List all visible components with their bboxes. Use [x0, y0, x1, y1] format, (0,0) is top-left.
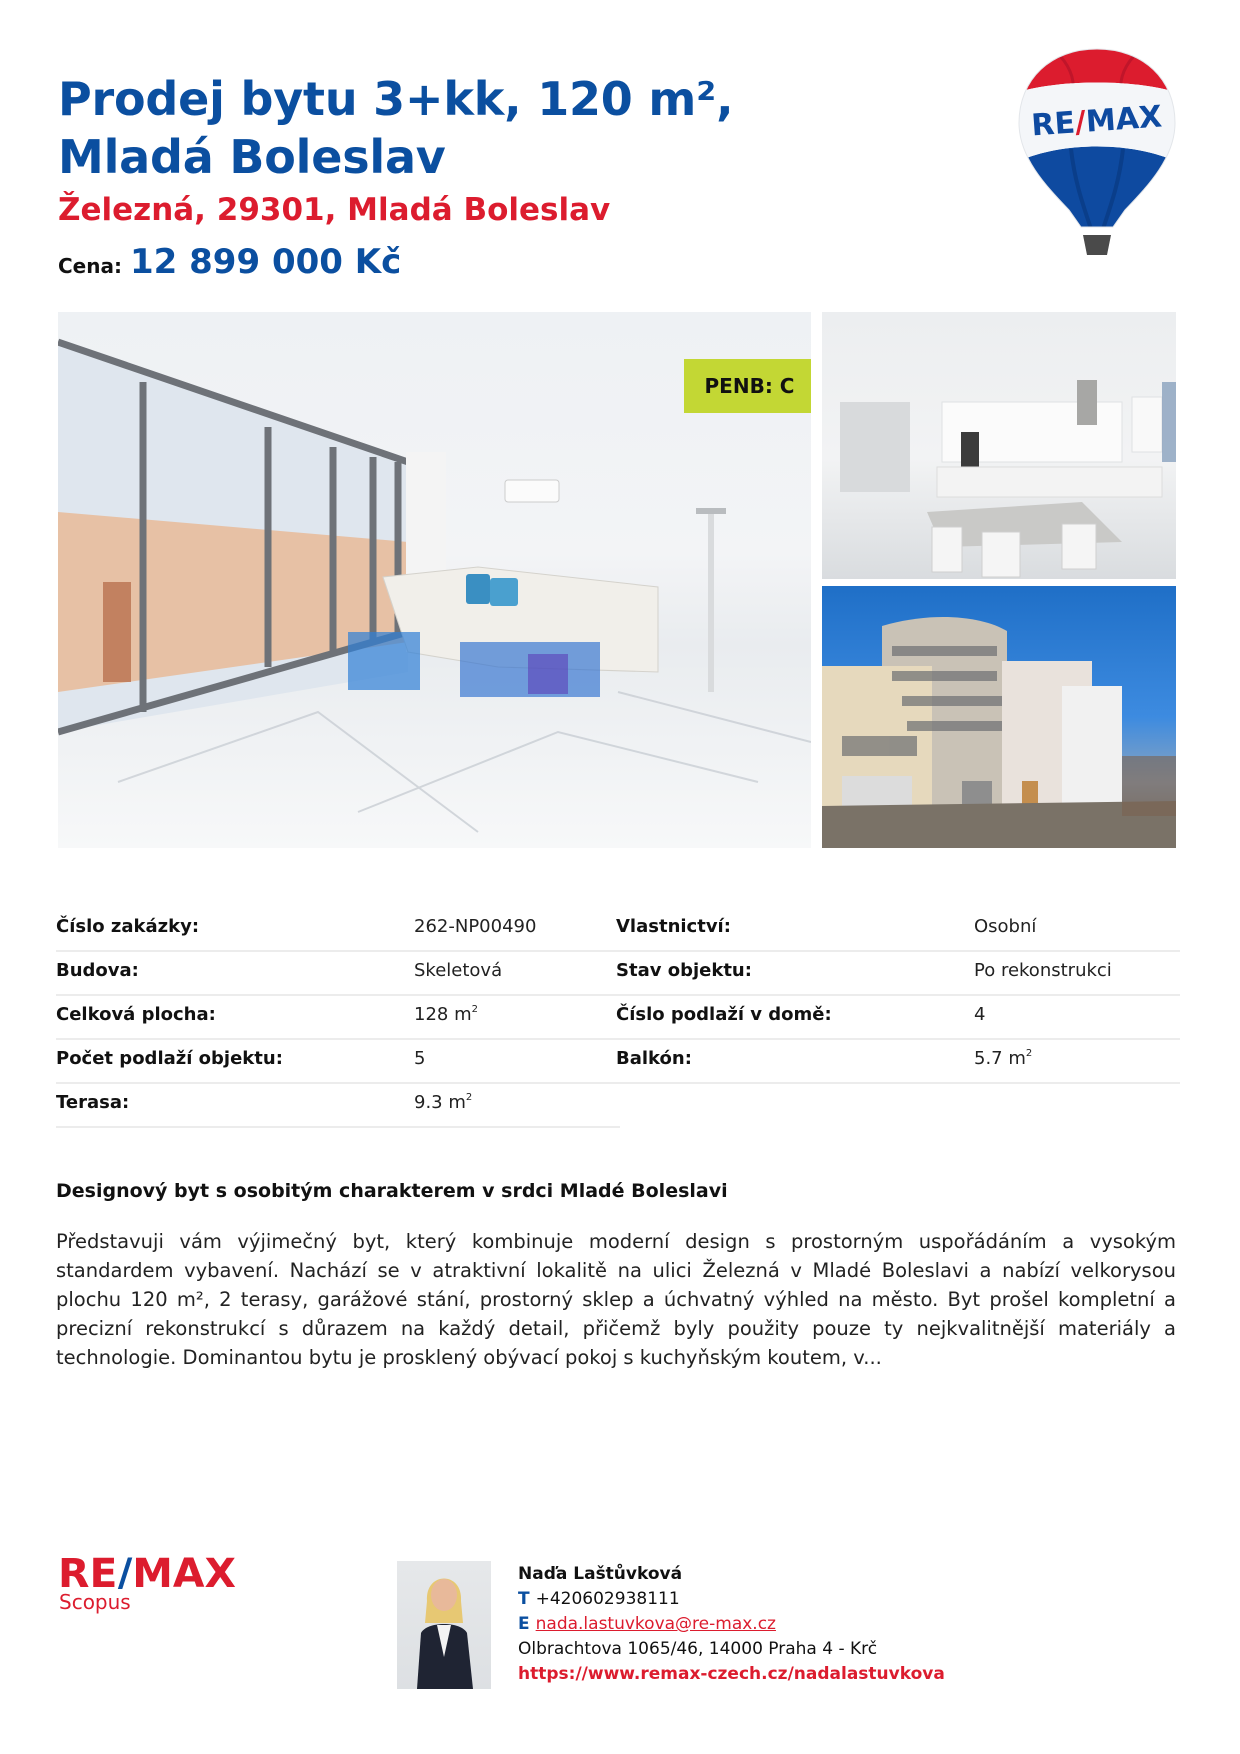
remax-balloon-logo: [1015, 45, 1179, 257]
agent-phone-line: [518, 1587, 945, 1612]
building-exterior-photo[interactable]: [822, 586, 1176, 848]
agent-website-link[interactable]: https://www.remax-czech.cz/nadalastuvkova: [518, 1664, 945, 1684]
param-label: Počet podlaží objektu:: [56, 1048, 283, 1069]
param-value: Po rekonstrukci: [974, 960, 1112, 981]
param-row: [56, 952, 620, 996]
penb-energy-badge: PENB: C: [684, 359, 811, 413]
living-room-photo[interactable]: [58, 312, 811, 848]
kitchen-image-icon: [822, 312, 1176, 579]
kitchen-dining-photo[interactable]: [822, 312, 1176, 579]
param-label: Budova:: [56, 960, 139, 981]
param-label: Stav objektu:: [616, 960, 752, 981]
description-title: Designový byt s osobitým charakterem v srdci Mladé Boleslavi: [56, 1180, 728, 1202]
param-value: Skeletová: [414, 960, 503, 981]
param-label: Číslo podlaží v domě:: [616, 1004, 832, 1025]
parameters-right-column: [616, 908, 1180, 1084]
param-value: 4: [974, 1004, 986, 1025]
agent-email-link[interactable]: nada.lastuvkova@re-max.cz: [535, 1614, 776, 1634]
building-image-icon: [822, 586, 1176, 848]
agent-contact: [518, 1562, 945, 1687]
remax-footer-logo: [58, 1555, 236, 1589]
param-label: Terasa:: [56, 1092, 130, 1113]
param-row: [616, 996, 1180, 1040]
param-value: 9.3 $m^2$: [414, 1092, 473, 1113]
balloon-icon: [1015, 45, 1179, 257]
param-row: [56, 1040, 620, 1084]
remax-wordmark-icon: [58, 1555, 236, 1589]
listing-title: Prodej bytu 3+kk, 120 m², Mladá Boleslav: [58, 72, 734, 184]
param-row: [56, 1084, 620, 1128]
param-label: Balkón:: [616, 1048, 692, 1069]
param-label: Celková plocha:: [56, 1004, 216, 1025]
param-row: [616, 952, 1180, 996]
param-label: Číslo zakázky:: [56, 916, 200, 937]
price-label: Cena:: [58, 254, 122, 278]
agent-name: Naďa Laštůvková: [518, 1564, 683, 1584]
param-value: 5.7 $m^2$: [974, 1048, 1033, 1069]
param-row: [56, 996, 620, 1040]
description-text: Představuji vám výjimečný byt, který kombinuje moderní design s prostorným uspořádáním a vysokým standardem vybavení. Nachází se v atraktivní lokalitě na ulici Železná v Mladé Boleslavi a nabízí velkorysou plochu 120 m², 2 terasy, garážové stání, prostorný sklep a úchvatný výhled na město. Byt prošel kompletní a precizní rekonstrukcí s důrazem na každý detail, přičemž byly použity pouze ty nejkvalitnější materiály a technologie. Dominantou bytu je prosklený obývací pokoj s kuchyňským koutem, v...: [56, 1230, 1176, 1369]
agent-address: Olbrachtova 1065/46, 14000 Praha 4 - Krč: [518, 1639, 878, 1659]
agent-email-line: [518, 1612, 945, 1637]
phone-key: T: [518, 1589, 530, 1609]
param-row: [616, 908, 1180, 952]
param-value: Osobní: [974, 916, 1037, 937]
email-key: E: [518, 1614, 530, 1634]
office-name: Scopus: [59, 1590, 131, 1614]
agent-portrait-icon: [397, 1561, 491, 1689]
param-row: [616, 1040, 1180, 1084]
price-row: [58, 242, 401, 282]
param-label: Vlastnictví:: [616, 916, 731, 937]
parameters-left-column: [56, 908, 620, 1128]
svg-text:RE/MAX: RE/MAX: [58, 1555, 234, 1589]
param-value: 262-NP00490: [414, 916, 537, 937]
price-value: 12 899 000 Kč: [129, 242, 402, 282]
agent-photo: [397, 1561, 491, 1689]
agent-phone[interactable]: +420602938111: [535, 1589, 680, 1609]
svg-text:RE/MAX: RE/MAX: [1030, 99, 1164, 144]
param-value: 5: [414, 1048, 426, 1069]
listing-address: Železná, 29301, Mladá Boleslav: [58, 192, 611, 228]
param-row: [56, 908, 620, 952]
param-value: 128 $m^2$: [414, 1004, 478, 1025]
